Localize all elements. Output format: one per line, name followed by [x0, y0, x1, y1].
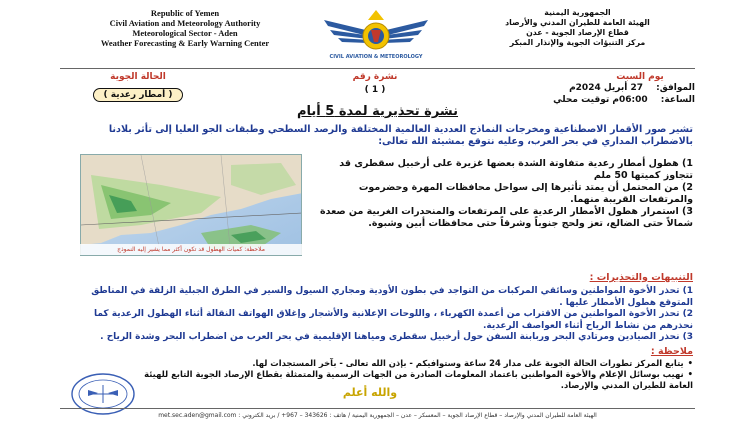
forecast-point: 1) هطول أمطار رعدية متفاوتة الشدة بعضها غزيرة على أرخبيل سقطرى قد تتجاوز كميتها 50 ملم: [339, 158, 693, 181]
note-item: • يتابع المركز تطورات الحالة الجوية على مدار 24 ساعة وستوافيكم - بإذن الله تعالى - بآخر المستجدات لها.: [140, 358, 693, 369]
header-ar-line: قطاع الإرصاد الجوية - عدن: [526, 28, 629, 37]
warnings-title: التنبيهات والتحذيرات :: [589, 272, 693, 283]
weather-state-label: الحالة الجوية: [110, 72, 166, 82]
closing-phrase: والله أعلم: [342, 386, 398, 399]
intro-paragraph: تشير صور الأقمار الاصطناعية ومخرجات النماذج العددية العالمية المختلفة والرصد السطحي وطبقات الجو العليا إلى تأثر بلادنا بالاضطراب المداري في بحر العرب، وعليه نتوقع بمشيئة الله تعالى:: [108, 124, 693, 147]
time-value: 06:00م توقيت محلي: [553, 95, 648, 105]
date-line: [495, 82, 695, 94]
header-ar-line: مركز التنبؤات الجوية والإنذار المبكر: [509, 38, 646, 47]
bulletin-label: نشرة رقم: [352, 72, 398, 82]
forecast-point: 3) استمرار هطول الأمطار الرعدية على المرتفعات والمنحدرات الغربية من صعدة شمالاً حتى الضالع، تعز ولحج جنوباً وشرقاً حتى محافظات أبين وشبوة.: [319, 206, 693, 229]
map-caption: ملاحظة: كميات الهطول قد تكون أكثر مما يشير إليه النموذج: [80, 244, 302, 255]
header-en-line: Civil Aviation and Meteorology Authority: [109, 18, 261, 28]
date-label: الموافق:: [656, 83, 695, 93]
bulletin-page: [60, 6, 695, 426]
footer-divider: [60, 408, 695, 409]
authority-logo: [316, 6, 436, 68]
header-en-line: Weather Forecasting & Early Warning Center: [100, 38, 270, 48]
time-label: الساعة:: [660, 95, 695, 105]
bulletin-number: ( 1 ): [364, 85, 386, 95]
forecast-point: 2) من المحتمل أن يمتد تأثيرها إلى سواحل محافظات المهرة وحضرموت والمرتفعات القريبة منهما.: [358, 182, 693, 205]
header-ar-line: الهيئة العامة للطيران المدني والأرصاد: [505, 18, 650, 27]
forecast-points: [312, 158, 693, 230]
date-value: 27 أبريل 2024م: [569, 83, 644, 93]
rainfall-forecast-map: [80, 154, 302, 256]
footer-contact: الهيئة العامة للطيران المدني والإرصاد – قطاع الإرصاد الجوية – المعسكر – عدن – الجمهورية اليمنية / هاتف : 343626 – 967+ / بريد الكتروني : met.sec.aden@gmail.com: [158, 412, 597, 419]
weather-state-badge: ( أمطار رعدية ): [93, 88, 184, 102]
header-en-line: Republic of Yemen: [150, 8, 220, 18]
header-ar-line: الجمهورية اليمنية: [544, 8, 611, 17]
note-item: • نهيب بوسائل الإعلام والأخوة المواطنين باعتماد المعلومات الصادرة من الجهات الرسمية والمتمثلة بقطاع الإرصاد الجوية التابع للهيئة العامة للطيران المدني والإرصاد.: [140, 369, 693, 391]
date-block: [495, 72, 695, 106]
notes-title: ملاحظة :: [650, 346, 693, 357]
svg-text:CIVIL AVIATION & METEOROLOGY: CIVIL AVIATION & METEOROLOGY: [329, 54, 423, 60]
header-en-line: Meteorological Sector - Aden: [132, 28, 238, 38]
header-divider: [60, 68, 695, 69]
header-arabic: [460, 8, 695, 48]
weather-state-block: [78, 72, 198, 102]
warning-item: 1) تحذر الأخوة المواطنين وسائقي المركبات من التواجد في بطون الأودية ومجاري السيول والسير في الطرق الجبلية الزلقة في المناطق المتوقع هطول الأمطار عليها .: [91, 286, 693, 308]
day-label: يوم السبت: [616, 72, 664, 82]
page-title: نشرة تحذيرية لمدة 5 أيام: [296, 104, 459, 119]
header-english: [60, 8, 310, 48]
warning-item: 2) تحذر الأخوة المواطنين من الاقتراب من أعمدة الكهرباء ، واللوحات الإعلانية والأشجار وإغلاق الهواتف النقالة أثناء الهطول الرعدية كما نحذرهم من نشاط الرياح أثناء العواصف الرعدية.: [93, 309, 693, 331]
bulletin-number-block: [315, 72, 435, 95]
warnings-list: [62, 286, 693, 344]
warning-item: 3) نحذر الصيادين ومرتادي البحر وربابنة السفن حول أرخبيل سقطرى ومياهنا الإقليمية في بحر العرب من اضطراب البحر وشدة الرياح .: [100, 332, 693, 342]
official-stamp: [70, 372, 136, 416]
